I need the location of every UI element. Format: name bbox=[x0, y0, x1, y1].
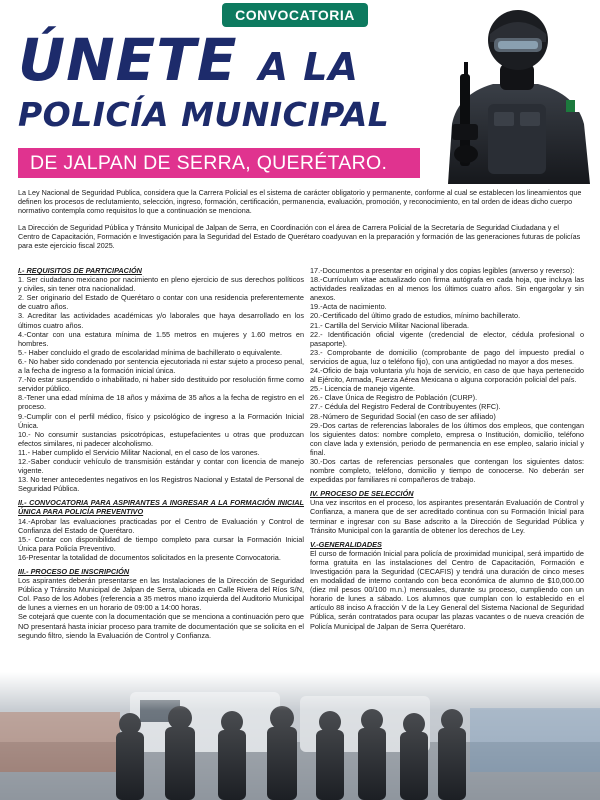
requirement-item: 12.-Saber conducir vehículo de transmisión estándar y contar con licencia de manejo vigente. bbox=[18, 456, 304, 476]
requirement-item: 17.-Documentos a presentar en original y dos copias legibles (anverso y reverso): bbox=[310, 266, 575, 275]
requirement-item: 26.- Clave Única de Registro de Población (CURP). bbox=[310, 393, 478, 403]
requirement-item: 15.- Contar con disponibilidad de tiempo completo para cursar la Formación Inicial Única para Policía Preventivo. bbox=[18, 534, 304, 553]
section-heading: IV. PROCESO DE SELECCIÓN bbox=[310, 489, 414, 499]
requirement-item: 16-Presentar la totalidad de documentos solicitados en la presente Convocatoria. bbox=[18, 552, 281, 562]
requirement-item: 22.- Identificación oficial vigente (credencial de elector, cédula profesional o pasaporte). bbox=[310, 329, 584, 348]
requirement-item: Se cotejará que cuente con la documentación que se menciona a continuación pero que NO presentará hasta iniciar proceso para tramite de documentación que se solicita en el segundo filtro, siendo la Evaluación de Control y Confianza. bbox=[18, 612, 304, 640]
requirement-item: 30.-Dos cartas de referencias personales que contengan los siguientes datos: nombre completo, teléfono, domicilio y tiempo de conocerse. No deberán ser expedidas por familiares ni compañeros de trabajo. bbox=[310, 456, 584, 485]
hero-banner bbox=[0, 0, 600, 185]
requirement-item: 24.-Oficio de baja voluntaria y/u hoja de servicio, en caso de que haya pertenecido al Ejército, Armada, Fuerza Aérea Mexicana o alguna corporación policial del país. bbox=[310, 366, 584, 385]
title-big: ÚNETE bbox=[18, 26, 238, 94]
intro-text bbox=[18, 188, 582, 257]
requirements-column-right bbox=[310, 266, 584, 631]
requirement-item: 21.- Cartilla del Servicio Militar Nacional liberada. bbox=[310, 320, 469, 330]
requirement-item: Los aspirantes deberán presentarse en las Instalaciones de la Dirección de Seguridad Pública y Tránsito Municipal de Jalpan de Serra, ubicada en Calle Rivera del Ríos S/N, Col. Paso de los Adobes (referencia a 35 metros mano izquierda del Auditorio Municipal de lunes a viernes en un horario de 09:00 a 14:00 horas. bbox=[18, 576, 304, 613]
police-group-image bbox=[0, 672, 600, 800]
title-small: A LA bbox=[258, 45, 359, 89]
requirement-item: 3. Acreditar las actividades académicas y/o laborales que haya desarrollado en los últimos cuatro años. bbox=[18, 311, 304, 330]
intro-paragraph: La Dirección de Seguridad Pública y Tránsito Municipal de Jalpan de Serra, en Coordinación con el área de Carrera Policial de la Secretaría de Seguridad Ciudadana y el Centro de Capacitación, Formación e Investigación para la Seguridad del Estado de Querétaro coadyuvan en la preparación y formación de las generaciones futuras de policías para este ejercicio fiscal 2025. bbox=[18, 222, 581, 251]
requirement-item: 13. No tener antecedentes negativos en los Registros Nacional y Estatal de Personal de Seguridad Pública. bbox=[18, 475, 304, 494]
requirement-item: 18.-Currículum vitae actualizado con firma autógrafa en cada hoja, que incluya las actividades realizadas en al menos los últimos cuatro años. Sin engargolar y sin anexos. bbox=[310, 275, 584, 303]
requirement-item: 5.- Haber concluido el grado de escolaridad mínima de bachillerato o equivalente. bbox=[18, 347, 283, 357]
requirement-item: El curso de formación Inicial para policía de proximidad municipal, será impartido de forma gratuita en las instalaciones del Centro de Capacitación, Formación e Investigación para la Seguridad (CECAFIS) y tendrá una duración de cinco meses en modalidad de interno contando con beca económica de alumno de $10,000.00 (diez mil pesos 00/100 m.n.) mensuales, durante su proceso, cumpliendo con un horario de lunes a sábado. Los alumnos que cumplan con lo establecido en el artículo 88 inciso A fracción V de la Ley General del Sistema Nacional de Seguridad Pública, serán contratados para ocupar las plazas vacantes o de nueva creación de Policía Municipal de Jalpan de Serra Querétaro. bbox=[310, 548, 584, 631]
section-heading: III.- PROCESO DE INSCRIPCIÓN bbox=[18, 567, 130, 576]
title-line2: POLICÍA MUNICIPAL bbox=[18, 95, 390, 134]
police-officer-image bbox=[438, 4, 594, 184]
requirements-column-left bbox=[18, 266, 304, 640]
requirement-item: 20.-Certificado del último grado de estudios, mínimo bachillerato. bbox=[310, 311, 521, 321]
intro-paragraph: La Ley Nacional de Seguridad Publica, considera que la Carrera Policial es el sistema de carácter obligatorio y permanente, conforme al cual se establecen los lineamientos que definen los procesos de reclutamiento, selección, ingreso, formación, certificación, permanencia, evaluación, promoción, y reconocimiento, en tal orden de ideas dicho cuerpo normativo contempla como requisitos lo que a continuación se menciona. bbox=[18, 188, 582, 216]
requirement-item: 11.- Haber cumplido el Servicio Militar Nacional, en el caso de los varones. bbox=[18, 447, 260, 457]
requirement-item: 19.-Acta de nacimiento. bbox=[310, 302, 387, 312]
section-heading: V.-GENERALIDADES bbox=[310, 539, 382, 549]
requirement-item: 29.-Dos cartas de referencias laborales de los últimos dos empleos, que contengan los siguientes datos: nombre completo, empresa o Institución, domicilio, teléfono con clave lada y extensión, periodo de permanencia en ese empleo, salario inicial y final. bbox=[310, 420, 584, 457]
requirement-item: 10.- No consumir sustancias psicotrópicas, estupefacientes u otras que produzcan efectos similares, ni padecer alcoholismo. bbox=[18, 429, 304, 448]
requirement-item: 1. Ser ciudadano mexicano por nacimiento en pleno ejercicio de sus derechos políticos y civiles, sin tener otra nacionalidad. bbox=[18, 275, 304, 294]
section-heading: I.- REQUISITOS DE PARTICIPACIÓN bbox=[18, 266, 142, 275]
convocatoria-badge: CONVOCATORIA bbox=[222, 3, 368, 27]
requirement-item: 28.-Número de Seguridad Social (en caso de ser afiliado) bbox=[310, 411, 496, 421]
requirement-item: Una vez inscritos en el proceso, los aspirantes presentarán Evaluación de Control y Confianza, a manera que de ser acreditado continua con su Formación Inicial para terminar e ingresar con su Base adscrito a la Dirección de Seguridad Pública y Tránsito Municipal con la garantía de obtener los derechos de Ley. bbox=[310, 498, 584, 535]
page-title bbox=[18, 26, 359, 97]
section-heading: II.- CONVOCATORIA PARA ASPIRANTES A INGRESAR A LA FORMACIÓN INICIAL ÚNICA PARA POLICÍA PREVENTIVO bbox=[18, 498, 304, 517]
requirement-item: 2. Ser originario del Estado de Querétaro o contar con una residencia preferentemente de cuatro años. bbox=[18, 293, 304, 312]
requirement-item: 7.-No estar suspendido o inhabilitado, ni haber sido destituido por resolución firme como servidor público. bbox=[18, 375, 304, 394]
requirement-item: 9.-Cumplir con el perfil médico, físico y psicológico de ingreso a la Formación Inicial Única. bbox=[18, 411, 304, 430]
requirement-item: 23.- Comprobante de domicilio (comprobante de pago del impuesto predial o servicios de agua, luz o teléfono fijo), con una antigüedad no mayor a dos meses. bbox=[310, 347, 584, 366]
location-banner: DE JALPAN DE SERRA, QUERÉTARO. bbox=[18, 148, 420, 178]
requirement-item: 8.-Tener una edad mínima de 18 años y máxima de 35 años a la fecha de registro en el proceso. bbox=[18, 393, 304, 412]
requirement-item: 6.- No haber sido condenado por sentencia ejecutoriada ni estar sujeto a proceso penal, a la fecha de ingreso a la formación inicial única. bbox=[18, 356, 304, 376]
requirement-item: 4.-Contar con una estatura mínima de 1.55 metros en mujeres y 1.60 metros en hombres. bbox=[18, 329, 304, 348]
requirement-item: 14.-Aprobar las evaluaciones practicadas por el Centro de Evaluación y Control de Confianza del Estado de Querétaro. bbox=[18, 516, 304, 535]
requirement-item: 25.- Licencia de manejo vigente. bbox=[310, 384, 416, 394]
requirement-item: 27.- Cédula del Registro Federal de Contribuyentes (RFC). bbox=[310, 402, 501, 412]
